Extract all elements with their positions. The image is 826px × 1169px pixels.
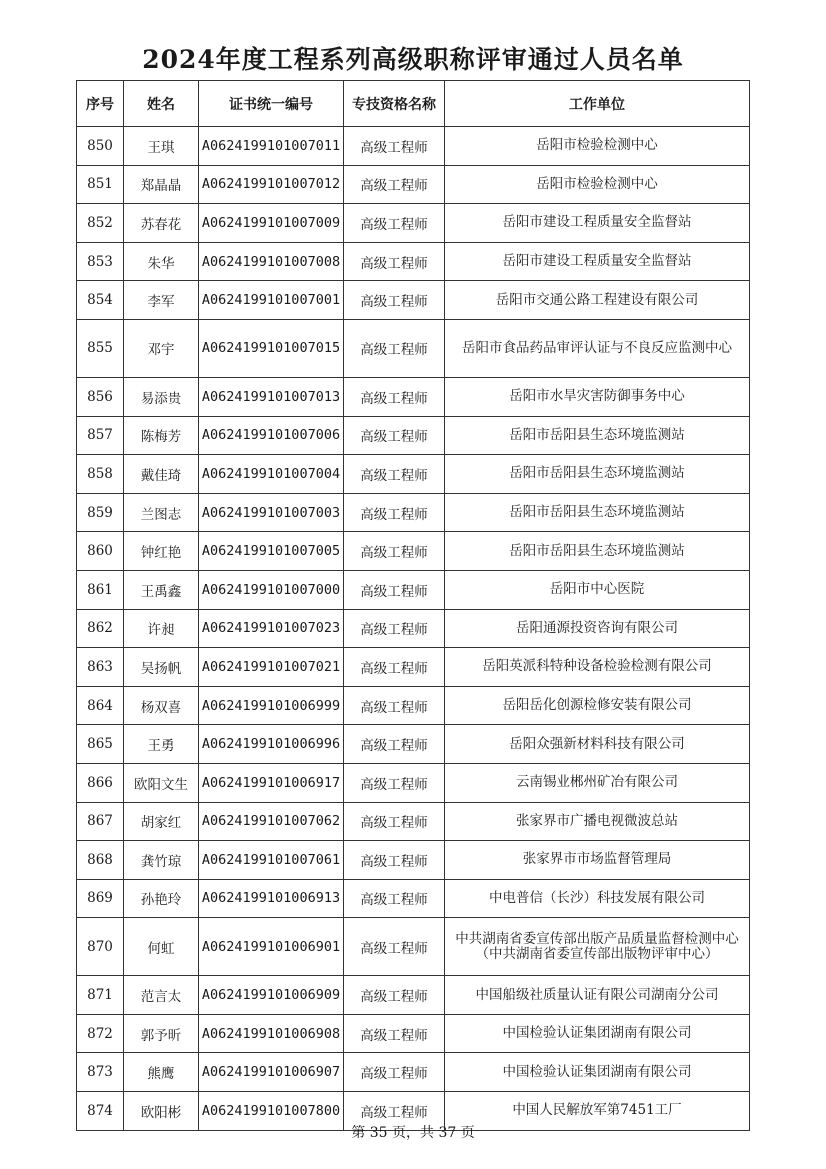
name-cell: 郭予昕 [124,1014,199,1053]
certificate-cell: A0624199101006999 [199,686,344,725]
name-cell: 李军 [124,281,199,320]
qualification-cell: 高级工程师 [344,686,445,725]
name-cell: 郑晶晶 [124,165,199,204]
qualification-cell: 高级工程师 [344,609,445,648]
certificate-cell: A0624199101007012 [199,165,344,204]
qualification-cell: 高级工程师 [344,532,445,571]
work-unit-cell: 岳阳岳化创源检修安装有限公司 [445,686,750,725]
serial-cell: 859 [77,493,124,532]
serial-cell: 862 [77,609,124,648]
certificate-cell: A0624199101006901 [199,918,344,976]
name-cell: 欧阳彬 [124,1092,199,1131]
qualification-cell: 高级工程师 [344,1053,445,1092]
certificate-cell: A0624199101007001 [199,281,344,320]
work-unit-cell: 岳阳通源投资咨询有限公司 [445,609,750,648]
certificate-cell: A0624199101006909 [199,976,344,1015]
document-title: 2024年度工程系列高级职称评审通过人员名单 [142,45,684,74]
serial-cell: 852 [77,204,124,243]
qualification-cell: 高级工程师 [344,319,445,377]
table-row [77,976,750,1015]
certificate-cell: A0624199101007011 [199,127,344,166]
serial-cell: 856 [77,377,124,416]
work-unit-cell: 岳阳市岳阳县生态环境监测站 [445,532,750,571]
certificate-cell: A0624199101006913 [199,879,344,918]
certificate-cell: A0624199101007015 [199,319,344,377]
qualification-cell: 高级工程师 [344,1014,445,1053]
table-row [77,281,750,320]
certificate-cell: A0624199101006917 [199,763,344,802]
serial-cell: 858 [77,455,124,494]
name-cell: 许昶 [124,609,199,648]
table-row [77,1053,750,1092]
work-unit-cell: 岳阳市检验检测中心 [445,127,750,166]
name-cell: 范言太 [124,976,199,1015]
name-cell: 陈梅芳 [124,416,199,455]
serial-cell: 869 [77,879,124,918]
certificate-cell: A0624199101007800 [199,1092,344,1131]
name-cell: 易添贵 [124,377,199,416]
serial-cell: 872 [77,1014,124,1053]
serial-cell: 861 [77,570,124,609]
serial-cell: 867 [77,802,124,841]
certificate-cell: A0624199101007000 [199,570,344,609]
certificate-cell: A0624199101007004 [199,455,344,494]
name-cell: 兰图志 [124,493,199,532]
work-unit-cell: 云南锡业郴州矿冶有限公司 [445,763,750,802]
header-name: 姓名 [124,81,199,127]
work-unit-cell: 岳阳市岳阳县生态环境监测站 [445,416,750,455]
serial-cell: 863 [77,648,124,687]
roster-body [77,127,750,1131]
work-unit-cell: 岳阳市建设工程质量安全监督站 [445,242,750,281]
qualification-cell: 高级工程师 [344,725,445,764]
work-unit-cell: 中国检验认证集团湖南有限公司 [445,1014,750,1053]
serial-cell: 855 [77,319,124,377]
serial-cell: 868 [77,841,124,880]
table-row [77,242,750,281]
certificate-cell: A0624199101007006 [199,416,344,455]
certificate-cell: A0624199101006907 [199,1053,344,1092]
work-unit-cell: 岳阳英派科特种设备检验检测有限公司 [445,648,750,687]
qualification-cell: 高级工程师 [344,841,445,880]
certificate-cell: A0624199101007013 [199,377,344,416]
qualification-cell: 高级工程师 [344,648,445,687]
header-certificate-number: 证书统一编号 [199,81,344,127]
name-cell: 孙艳玲 [124,879,199,918]
header-serial: 序号 [77,81,124,127]
certificate-cell: A0624199101007061 [199,841,344,880]
name-cell: 苏春花 [124,204,199,243]
qualification-cell: 高级工程师 [344,416,445,455]
work-unit-cell: 岳阳众强新材料科技有限公司 [445,725,750,764]
name-cell: 胡家红 [124,802,199,841]
certificate-cell: A0624199101007062 [199,802,344,841]
work-unit-cell: 张家界市广播电视微波总站 [445,802,750,841]
certificate-cell: A0624199101007009 [199,204,344,243]
table-row [77,532,750,571]
roster-table [76,80,750,1131]
serial-cell: 866 [77,763,124,802]
table-row [77,763,750,802]
certificate-cell: A0624199101007003 [199,493,344,532]
qualification-cell: 高级工程师 [344,763,445,802]
table-row [77,493,750,532]
header-work-unit: 工作单位 [445,81,750,127]
serial-cell: 865 [77,725,124,764]
qualification-cell: 高级工程师 [344,242,445,281]
qualification-cell: 高级工程师 [344,802,445,841]
work-unit-cell: 岳阳市食品药品审评认证与不良反应监测中心 [445,319,750,377]
qualification-cell: 高级工程师 [344,127,445,166]
qualification-cell: 高级工程师 [344,165,445,204]
table-row [77,609,750,648]
work-unit-cell: 岳阳市岳阳县生态环境监测站 [445,455,750,494]
table-row [77,879,750,918]
work-unit-cell: 中共湖南省委宣传部出版产品质量监督检测中心（中共湖南省委宣传部出版物评审中心） [445,918,750,976]
name-cell: 钟红艳 [124,532,199,571]
table-row [77,204,750,243]
serial-cell: 857 [77,416,124,455]
work-unit-cell: 张家界市市场监督管理局 [445,841,750,880]
qualification-cell: 高级工程师 [344,918,445,976]
qualification-cell: 高级工程师 [344,1092,445,1131]
name-cell: 王勇 [124,725,199,764]
certificate-cell: A0624199101007005 [199,532,344,571]
header-row [77,81,750,127]
work-unit-cell: 岳阳市检验检测中心 [445,165,750,204]
table-row [77,686,750,725]
table-row [77,841,750,880]
table-row [77,416,750,455]
work-unit-cell: 岳阳市建设工程质量安全监督站 [445,204,750,243]
table-row [77,918,750,976]
certificate-cell: A0624199101006996 [199,725,344,764]
serial-cell: 853 [77,242,124,281]
name-cell: 何虹 [124,918,199,976]
name-cell: 吴扬帆 [124,648,199,687]
name-cell: 熊鹰 [124,1053,199,1092]
qualification-cell: 高级工程师 [344,976,445,1015]
qualification-cell: 高级工程师 [344,879,445,918]
serial-cell: 873 [77,1053,124,1092]
work-unit-cell: 岳阳市中心医院 [445,570,750,609]
serial-cell: 850 [77,127,124,166]
table-row [77,570,750,609]
serial-cell: 860 [77,532,124,571]
work-unit-cell: 中国检验认证集团湖南有限公司 [445,1053,750,1092]
name-cell: 王琪 [124,127,199,166]
work-unit-cell: 岳阳市水旱灾害防御事务中心 [445,377,750,416]
qualification-cell: 高级工程师 [344,204,445,243]
table-row [77,648,750,687]
serial-cell: 864 [77,686,124,725]
table-row [77,802,750,841]
serial-cell: 870 [77,918,124,976]
table-row [77,1014,750,1053]
page-footer: 第 35 页，共 37 页 [351,1125,475,1141]
work-unit-cell: 中国船级社质量认证有限公司湖南分公司 [445,976,750,1015]
serial-cell: 871 [77,976,124,1015]
table-row [77,377,750,416]
certificate-cell: A0624199101007008 [199,242,344,281]
table-row [77,725,750,764]
work-unit-cell: 中电普信（长沙）科技发展有限公司 [445,879,750,918]
serial-cell: 851 [77,165,124,204]
qualification-cell: 高级工程师 [344,455,445,494]
qualification-cell: 高级工程师 [344,493,445,532]
certificate-cell: A0624199101006908 [199,1014,344,1053]
name-cell: 王禹鑫 [124,570,199,609]
name-cell: 杨双喜 [124,686,199,725]
name-cell: 欧阳文生 [124,763,199,802]
table-row [77,455,750,494]
table-row [77,319,750,377]
name-cell: 龚竹琼 [124,841,199,880]
work-unit-cell: 岳阳市岳阳县生态环境监测站 [445,493,750,532]
qualification-cell: 高级工程师 [344,281,445,320]
work-unit-cell: 中国人民解放军第7451工厂 [445,1092,750,1131]
serial-cell: 874 [77,1092,124,1131]
header-qualification: 专技资格名称 [344,81,445,127]
qualification-cell: 高级工程师 [344,377,445,416]
qualification-cell: 高级工程师 [344,570,445,609]
name-cell: 朱华 [124,242,199,281]
certificate-cell: A0624199101007021 [199,648,344,687]
table-row [77,127,750,166]
serial-cell: 854 [77,281,124,320]
name-cell: 戴佳琦 [124,455,199,494]
certificate-cell: A0624199101007023 [199,609,344,648]
name-cell: 邓宇 [124,319,199,377]
table-row [77,165,750,204]
work-unit-cell: 岳阳市交通公路工程建设有限公司 [445,281,750,320]
